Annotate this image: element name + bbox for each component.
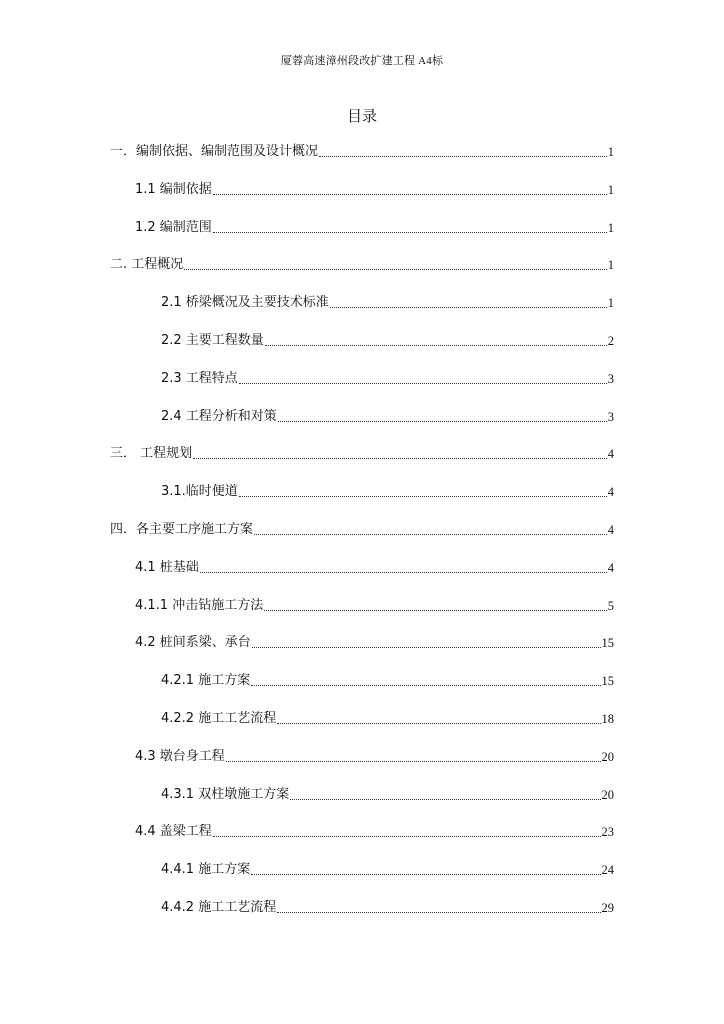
- toc-entry-label: 1.1 编制依据: [135, 181, 212, 197]
- toc-dot-leader: [277, 723, 600, 724]
- toc-entry-page-number: 1: [607, 296, 614, 311]
- toc-dot-leader: [319, 156, 607, 157]
- toc-entry-label: 4.2.1 施工方案: [161, 673, 251, 689]
- toc-entry[interactable]: [161, 288, 614, 312]
- toc-entry[interactable]: [161, 666, 614, 690]
- toc-dot-leader: [226, 761, 601, 762]
- toc-entry-page-number: 18: [601, 712, 614, 726]
- toc-entry[interactable]: [161, 364, 614, 388]
- toc-entry[interactable]: [161, 855, 614, 879]
- toc-entry-page-number: 3: [607, 409, 614, 424]
- toc-entry[interactable]: [110, 515, 614, 539]
- toc-entry-page-number: 1: [607, 258, 614, 273]
- toc-entry[interactable]: [161, 893, 614, 917]
- toc-entry-page-number: 20: [601, 749, 614, 764]
- toc-entry-label: 一．编制依据、编制范围及设计概况: [110, 144, 319, 159]
- toc-entry[interactable]: [110, 439, 614, 463]
- toc-entry-page-number: 1: [607, 182, 614, 197]
- toc-entry-label: 3.1.临时便道: [161, 484, 238, 500]
- toc-entry-label: 1.2 编制范围: [135, 219, 212, 235]
- toc-entry-page-number: 20: [601, 787, 614, 802]
- toc-entry-label: 4.3 墩台身工程: [135, 748, 225, 764]
- toc-dot-leader: [251, 874, 600, 875]
- toc-entry[interactable]: [161, 402, 614, 426]
- toc-entry[interactable]: [161, 326, 614, 350]
- toc-dot-leader: [290, 799, 600, 800]
- toc-entry-page-number: 5: [607, 598, 614, 613]
- toc-entry-page-number: 29: [601, 901, 614, 915]
- toc-entry-page-number: 1: [607, 220, 614, 235]
- toc-entry-label: 4.2 桩间系梁、承台: [135, 635, 251, 651]
- toc-entry-page-number: 2: [607, 334, 614, 348]
- toc-entry-label: 2.1 桥梁概况及主要技术标准: [161, 295, 329, 311]
- toc-entry-page-number: 4: [607, 447, 614, 462]
- toc-entry-label: 2.2 主要工程数量: [161, 333, 264, 348]
- toc-entry-page-number: 24: [601, 863, 614, 878]
- toc-entry[interactable]: [135, 591, 614, 615]
- toc-dot-leader: [239, 383, 607, 384]
- toc-dot-leader: [239, 496, 607, 497]
- toc-dot-leader: [193, 458, 607, 459]
- toc-entry-page-number: 15: [601, 636, 614, 651]
- toc-entry-label: 4.3.1 双柱墩施工方案: [161, 786, 290, 802]
- toc-entry-label: 4.1.1 冲击钻施工方法: [135, 597, 264, 613]
- toc-entry-page-number: 4: [607, 485, 614, 500]
- toc-entry-page-number: 4: [607, 560, 614, 575]
- toc-entry-label: 三． 工程规划: [110, 446, 193, 462]
- toc-entry-label: 四．各主要工序施工方案: [110, 522, 254, 537]
- toc-dot-leader: [213, 836, 601, 837]
- toc-dot-leader: [254, 534, 607, 535]
- toc-entry-page-number: 3: [607, 371, 614, 386]
- toc-dot-leader: [277, 912, 600, 913]
- toc-entry-label: 2.4 工程分析和对策: [161, 408, 277, 424]
- toc-dot-leader: [252, 647, 601, 648]
- toc-entry[interactable]: [110, 250, 614, 274]
- toc-dot-leader: [200, 572, 607, 573]
- toc-entry[interactable]: [135, 628, 614, 652]
- toc-dot-leader: [265, 345, 607, 346]
- toc-entry-page-number: 23: [601, 825, 614, 840]
- toc-entry[interactable]: [161, 780, 614, 804]
- toc-title: 目录: [346, 107, 377, 125]
- toc-entry[interactable]: [161, 477, 614, 501]
- toc-entry[interactable]: [135, 553, 614, 577]
- toc-dot-leader: [213, 194, 607, 195]
- toc-dot-leader: [330, 307, 607, 308]
- toc-entry[interactable]: [135, 742, 614, 766]
- toc-entry-label: 2.3 工程特点: [161, 370, 238, 386]
- toc-dot-leader: [264, 610, 607, 611]
- toc-entry-label: 二. 工程概况: [110, 257, 184, 273]
- toc-entry-page-number: 4: [607, 523, 614, 537]
- toc-dot-leader: [278, 421, 607, 422]
- toc-entry-label: 4.4 盖梁工程: [135, 824, 212, 840]
- toc-entry-label: 4.4.1 施工方案: [161, 862, 251, 878]
- toc-entry-label: 4.1 桩基础: [135, 559, 199, 575]
- toc-entry[interactable]: [110, 137, 614, 161]
- toc-entry-label: 4.2.2 施工工艺流程: [161, 711, 277, 726]
- toc-dot-leader: [213, 232, 607, 233]
- toc-entry[interactable]: [135, 175, 614, 199]
- toc-dot-leader: [251, 685, 600, 686]
- toc-entry[interactable]: [135, 817, 614, 841]
- toc-entry[interactable]: [135, 213, 614, 237]
- toc-entry[interactable]: [161, 704, 614, 728]
- toc-dot-leader: [184, 269, 606, 270]
- toc-entry-page-number: 1: [607, 145, 614, 159]
- toc-entry-page-number: 15: [601, 674, 614, 689]
- toc-entry-label: 4.4.2 施工工艺流程: [161, 900, 277, 915]
- page-header: 厦蓉高速漳州段改扩建工程 A4标: [280, 55, 444, 67]
